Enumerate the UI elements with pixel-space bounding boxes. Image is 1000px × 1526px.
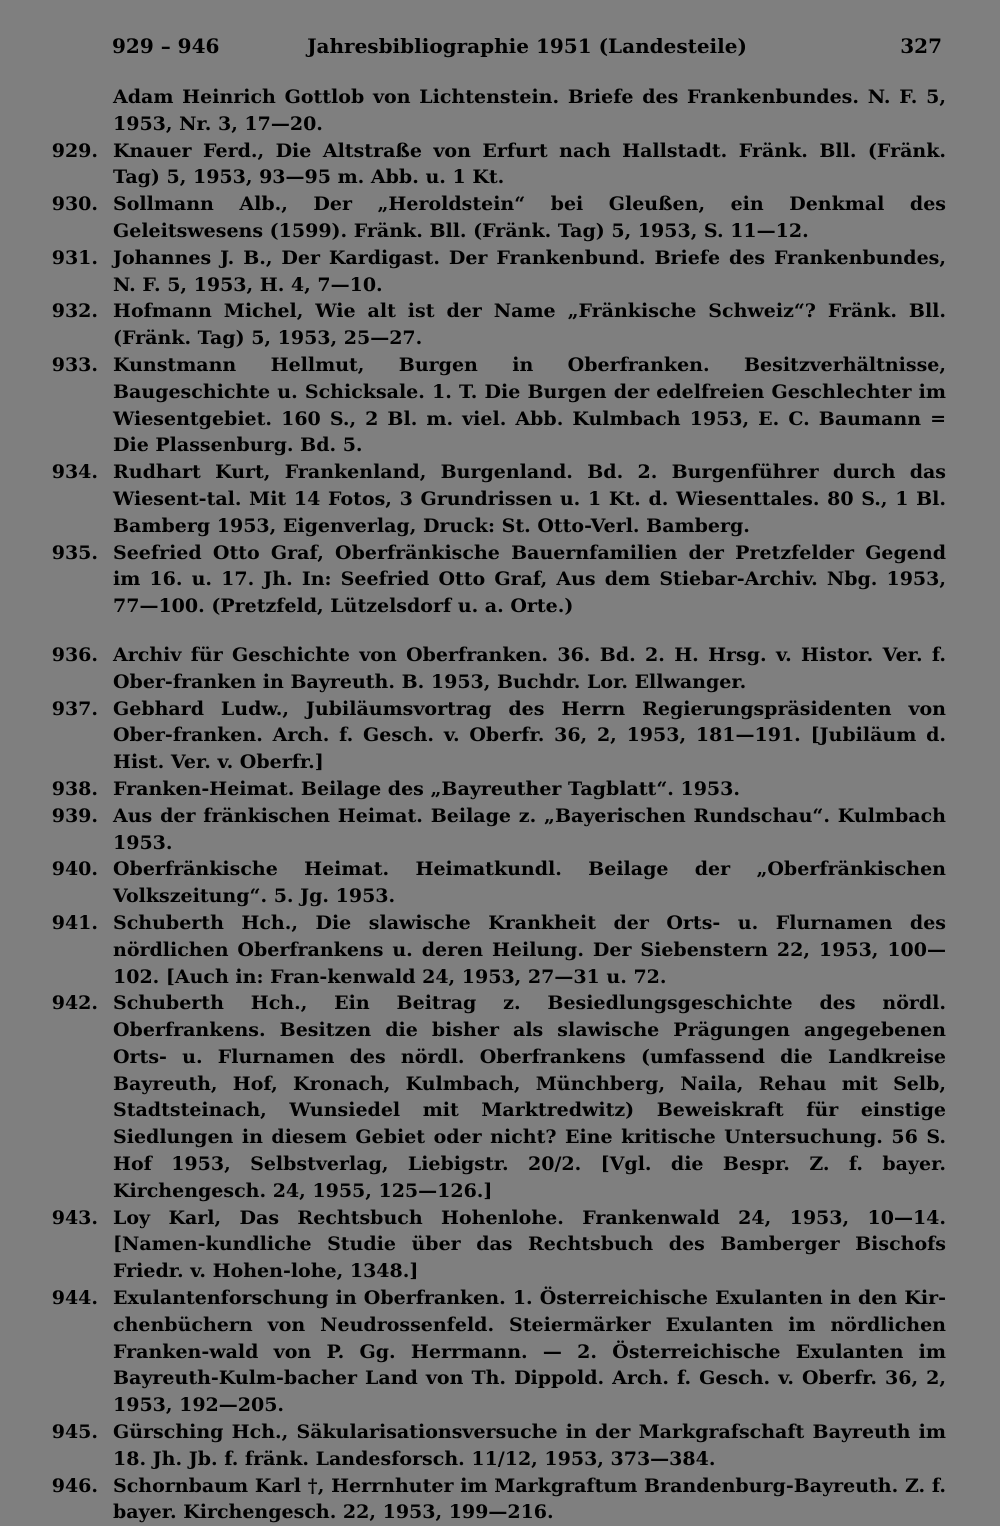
entry-text: Seefried Otto Graf, Oberfränkische Bauernfamilien der Pretzfelder Gegend im 16. u. 17. Jh. In: Seefried Otto Graf, Aus dem Stiebar-Archiv. Nbg. 1953, 77—100. (Pretzfeld, Lützelsdorf u. a. Orte.) [113,541,946,618]
entry-text: Sollmann Alb., Der „Heroldstein“ bei Gleußen, ein Denkmal des Geleitswesens (1599). Fränk. Bll. (Fränk. Tag) 5, 1953, S. 11—12. [113,193,946,242]
entry-text: Schuberth Hch., Die slawische Krankheit der Orts- u. Flurnamen des nördlichen Oberfrankens u. deren Heilung. Der Siebenstern 22, 1953, 100—102. [Auch in: Fran-kenwald 24, 1953, 27—31 u. 72. [113,911,946,988]
bibliography-list [40,84,946,1526]
bibliography-entry [40,1285,946,1419]
entry-text: Schuberth Hch., Ein Beitrag z. Besiedlungsgeschichte des nördl. Oberfrankens. Besitzen die bisher als slawische Prägungen angegebenen Orts- u. Flurnamen des nördl. Oberfrankens (umfassend die Landkreise Bayreuth, Hof, Kronach, Kulmbach, Münchberg, Naila, Rehau mit Selb, Stadtsteinach, Wunsiedel mit Marktredwitz) Beweiskraft für einstige Siedlungen in diesem Gebiet oder nicht? Eine kritische Untersuchung. 56 S. Hof 1953, Selbstverlag, Liebigstr. 20/2. [Vgl. die Bespr. Z. f. bayer. Kirchengesch. 24, 1955, 125—126.] [113,992,946,1202]
bibliography-entry [40,1473,946,1526]
entry-number: 931. [51,246,98,269]
page-number: 327 [900,34,942,58]
entry-text: Gebhard Ludw., Jubiläumsvortrag des Herrn Regierungspräsidenten von Ober-franken. Arch. f. Gesch. v. Oberfr. 36, 2, 1953, 181—191. [Jubiläum d. Hist. Ver. v. Oberfr.] [113,697,946,774]
entry-text: Oberfränkische Heimat. Heimatkundl. Beilage der „Oberfränkischen Volkszeitung“. 5. Jg. 1953. [113,858,946,908]
entry-text: Aus der fränkischen Heimat. Beilage z. „Bayerischen Rundschau“. Kulmbach 1953. [113,804,946,854]
entry-number: 930. [51,193,98,216]
bibliography-entry [40,138,946,192]
entry-number: 938. [51,777,98,800]
entry-number: 942. [51,992,98,1015]
bibliography-entry [40,352,946,459]
entry-number: 946. [51,1474,98,1497]
entry-text: Schornbaum Karl †, Herrnhuter im Markgraftum Brandenburg-Bayreuth. Z. f. bayer. Kirchengesch. 22, 1953, 199—216. [113,1474,946,1524]
entry-number: 944. [51,1287,98,1310]
bibliography-entry [40,642,946,696]
entry-number: 940. [51,858,98,881]
entry-text: Adam Heinrich Gottlob von Lichtenstein. Briefe des Frankenbundes. N. F. 5, 1953, Nr. 3, 17—20. [113,86,946,135]
bibliography-entry [40,776,946,803]
bibliography-entry [40,1205,946,1285]
entry-number: 941. [51,911,98,934]
bibliography-entry [40,803,946,857]
entry-text: Johannes J. B., Der Kardigast. Der Frankenbund. Briefe des Frankenbundes, N. F. 5, 1953, H. 4, 7—10. [113,246,946,296]
entry-text: Archiv für Geschichte von Oberfranken. 36. Bd. 2. H. Hrsg. v. Histor. Ver. f. Ober-franken in Bayreuth. B. 1953, Buchdr. Lor. Ellwanger. [113,643,946,693]
entry-range: 929 – 946 [112,34,220,58]
entry-number: 934. [51,461,98,484]
continuation-entry [40,84,946,138]
entry-number: 935. [51,541,98,564]
entry-number: 932. [51,300,98,323]
entry-number: 945. [51,1421,98,1444]
bibliography-entry [40,298,946,352]
entry-text: Rudhart Kurt, Frankenland, Burgenland. Bd. 2. Burgenführer durch das Wiesent-tal. Mit 14 Fotos, 3 Grundrissen u. 1 Kt. d. Wiesenttales. 80 S., 1 Bl. Bamberg 1953, Eigenverlag, Druck: St. Otto-Verl. Bamberg. [113,461,946,537]
entry-text: Gürsching Hch., Säkularisationsversuche in der Markgrafschaft Bayreuth im 18. Jh. Jb. f. fränk. Landesforsch. 11/12, 1953, 373—384. [113,1421,946,1470]
bibliography-entry [40,540,946,620]
entry-text: Knauer Ferd., Die Altstraße von Erfurt nach Hallstadt. Fränk. Bll. (Fränk. Tag) 5, 1953, 93—95 m. Abb. u. 1 Kt. [113,139,946,189]
entry-text: Hofmann Michel, Wie alt ist der Name „Fränkische Schweiz“? Fränk. Bll. (Fränk. Tag) 5, 1953, 25—27. [113,300,946,350]
bibliography-entry [40,1419,946,1473]
bibliography-entry [40,696,946,776]
page-header [112,30,942,64]
entry-number: 937. [51,697,98,720]
entry-text: Exulantenforschung in Oberfranken. 1. Österreichische Exulanten in den Kir-chenbüchern von Neudrossenfeld. Steiermärker Exulanten im nördlichen Franken-wald von P. Gg. Herrmann. — 2. Österreichische Exulanten im Bayreuth-Kulm-bacher Land von Th. Dippold. Arch. f. Gesch. v. Oberfr. 36, 2, 1953, 192—205. [113,1287,946,1417]
entry-number: 943. [51,1206,98,1229]
running-title: Jahresbibliographie 1951 (Landesteile) [307,34,747,58]
entry-number: 939. [51,804,98,827]
bibliography-entry [40,459,946,539]
bibliography-entry [40,191,946,245]
bibliography-entry [40,910,946,990]
bibliography-entry [40,990,946,1204]
entry-number: 929. [51,139,98,162]
bibliography-entry [40,245,946,299]
entry-text: Kunstmann Hellmut, Burgen in Oberfranken. Besitzverhältnisse, Baugeschichte u. Schicksale. 1. T. Die Burgen der edelfreien Geschlechter im Wiesentgebiet. 160 S., 2 Bl. m. viel. Abb. Kulmbach 1953, E. C. Baumann = Die Plassenburg. Bd. 5. [113,353,946,457]
entry-number: 936. [51,643,98,666]
bibliography-entry [40,856,946,910]
entry-number: 933. [51,353,98,376]
entry-text: Franken-Heimat. Beilage des „Bayreuther Tagblatt“. 1953. [113,777,740,800]
entry-text: Loy Karl, Das Rechtsbuch Hohenlohe. Frankenwald 24, 1953, 10—14. [Namen-kundliche Studie über das Rechtsbuch des Bamberger Bischofs Friedr. v. Hohen-lohe, 1348.] [113,1206,946,1283]
